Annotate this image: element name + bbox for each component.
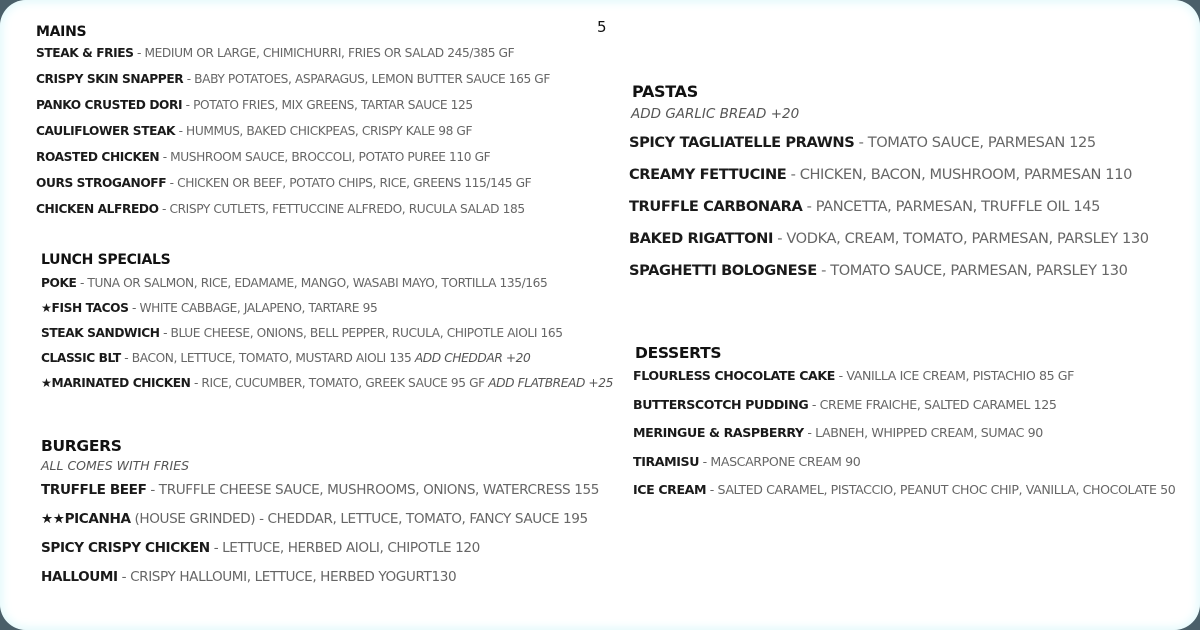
menu-item bbox=[41, 276, 613, 301]
item-desc: - MEDIUM OR LARGE, CHIMICHURRI, FRIES OR SALAD 245/385 GF bbox=[133, 46, 515, 60]
section-title: LUNCH SPECIALS bbox=[41, 252, 171, 268]
menu-item bbox=[36, 176, 550, 202]
section-title: BURGERS bbox=[41, 437, 122, 455]
item-desc: - BABY POTATOES, ASPARAGUS, LEMON BUTTER SAUCE 165 GF bbox=[183, 72, 550, 86]
section-mains bbox=[36, 24, 550, 228]
item-name: FLOURLESS CHOCOLATE CAKE bbox=[633, 368, 835, 383]
section-title: PASTAS bbox=[632, 82, 698, 101]
menu-item bbox=[633, 368, 1175, 397]
item-name: BAKED RIGATTONI bbox=[629, 230, 773, 247]
item-desc: - SALTED CARAMEL, PISTACCIO, PEANUT CHOC CHIP, VANILLA, CHOCOLATE 50 bbox=[706, 482, 1176, 497]
section-title: MAINS bbox=[36, 24, 87, 40]
menu-item bbox=[629, 230, 1149, 262]
item-name: SPICY CRISPY CHICKEN bbox=[41, 540, 210, 556]
menu-item bbox=[36, 98, 550, 124]
menu-item bbox=[41, 376, 613, 401]
menu-item bbox=[41, 326, 613, 351]
item-desc: (HOUSE GRINDED) - CHEDDAR, LETTUCE, TOMATO, FANCY SAUCE 195 bbox=[130, 511, 588, 527]
menu-item bbox=[633, 454, 1175, 483]
item-desc: - LETTUCE, HERBED AIOLI, CHIPOTLE 120 bbox=[209, 540, 480, 556]
menu-item bbox=[629, 262, 1149, 294]
section-note: ADD GARLIC BREAD +20 bbox=[631, 106, 800, 122]
item-name: ★FISH TACOS bbox=[41, 301, 129, 315]
item-name: SPICY TAGLIATELLE PRAWNS bbox=[629, 134, 855, 151]
item-desc: - CRISPY CUTLETS, FETTUCCINE ALFREDO, RUCULA SALAD 185 bbox=[158, 202, 525, 216]
item-desc: - POTATO FRIES, MIX GREENS, TARTAR SAUCE 125 bbox=[182, 98, 473, 112]
item-desc: - VANILLA ICE CREAM, PISTACHIO 85 GF bbox=[834, 368, 1075, 383]
item-name: OURS STROGANOFF bbox=[36, 176, 167, 190]
section-pastas bbox=[629, 82, 1149, 294]
item-desc: - TUNA OR SALMON, RICE, EDAMAME, MANGO, WASABI MAYO, TORTILLA 135/165 bbox=[76, 276, 548, 290]
item-name: HALLOUMI bbox=[41, 569, 118, 585]
item-desc: - MASCARPONE CREAM 90 bbox=[699, 453, 861, 469]
item-desc: - TOMATO SAUCE, PARMESAN, PARSLEY 130 bbox=[816, 262, 1128, 279]
menu-item bbox=[41, 569, 599, 598]
section-burgers bbox=[41, 437, 599, 598]
menu-item bbox=[36, 124, 550, 150]
menu-item bbox=[41, 540, 599, 569]
item-desc: - WHITE CABBAGE, JALAPENO, TARTARE 95 bbox=[128, 301, 378, 315]
menu-item bbox=[36, 46, 550, 72]
menu-item bbox=[629, 166, 1149, 198]
item-name: CLASSIC BLT bbox=[41, 351, 121, 365]
menu-item bbox=[41, 482, 599, 511]
item-desc: - CRISPY HALLOUMI, LETTUCE, HERBED YOGURT130 bbox=[117, 569, 457, 585]
item-name: PANKO CRUSTED DORI bbox=[36, 98, 183, 112]
item-desc: - MUSHROOM SAUCE, BROCCOLI, POTATO PUREE 110 GF bbox=[159, 150, 491, 164]
menu-item bbox=[41, 301, 613, 326]
item-name: POKE bbox=[41, 276, 77, 290]
menu-item bbox=[629, 134, 1149, 166]
item-name: STEAK SANDWICH bbox=[41, 326, 160, 340]
menu-item bbox=[633, 425, 1175, 454]
menu-item bbox=[36, 72, 550, 98]
item-name: CAULIFLOWER STEAK bbox=[36, 124, 176, 138]
item-name: ROASTED CHICKEN bbox=[36, 150, 160, 164]
item-name: MERINGUE & RASPBERRY bbox=[633, 425, 804, 440]
item-desc: - CHICKEN OR BEEF, POTATO CHIPS, RICE, GREENS 115/145 GF bbox=[166, 176, 532, 190]
section-title: DESSERTS bbox=[635, 344, 722, 362]
item-desc: - CHICKEN, BACON, MUSHROOM, PARMESAN 110 bbox=[786, 166, 1132, 183]
item-name: TRUFFLE BEEF bbox=[41, 482, 147, 498]
menu-item bbox=[41, 511, 599, 540]
item-desc: - LABNEH, WHIPPED CREAM, SUMAC 90 bbox=[803, 425, 1043, 440]
menu-item bbox=[41, 351, 613, 376]
menu-item bbox=[633, 397, 1175, 426]
section-note: ALL COMES WITH FRIES bbox=[41, 458, 190, 473]
item-addon: ADD FLATBREAD +25 bbox=[488, 376, 613, 390]
item-desc: - CREME FRAICHE, SALTED CARAMEL 125 bbox=[808, 396, 1057, 412]
item-name: STEAK & FRIES bbox=[36, 46, 134, 60]
item-name: CRISPY SKIN SNAPPER bbox=[36, 72, 184, 86]
item-desc: - TOMATO SAUCE, PARMESAN 125 bbox=[854, 134, 1096, 151]
page-number: 5 bbox=[597, 18, 607, 36]
section-lunch-specials bbox=[41, 252, 613, 401]
menu-item bbox=[633, 482, 1175, 511]
item-desc: - TRUFFLE CHEESE SAUCE, MUSHROOMS, ONIONS, WATERCRESS 155 bbox=[146, 482, 599, 498]
item-name: SPAGHETTI BOLOGNESE bbox=[629, 262, 817, 279]
item-name: CREAMY FETTUCINE bbox=[629, 166, 787, 183]
item-name: ICE CREAM bbox=[633, 482, 707, 497]
section-desserts bbox=[633, 344, 1175, 511]
item-desc: - BACON, LETTUCE, TOMATO, MUSTARD AIOLI 135 bbox=[120, 351, 415, 365]
item-name: TRUFFLE CARBONARA bbox=[629, 198, 803, 215]
item-desc: - HUMMUS, BAKED CHICKPEAS, CRISPY KALE 98 GF bbox=[175, 124, 473, 138]
item-name: BUTTERSCOTCH PUDDING bbox=[633, 396, 809, 412]
menu-item bbox=[629, 198, 1149, 230]
item-name: ★MARINATED CHICKEN bbox=[41, 376, 191, 390]
item-name: CHICKEN ALFREDO bbox=[36, 202, 159, 216]
item-name: ★★PICANHA bbox=[41, 511, 131, 527]
item-addon: ADD CHEDDAR +20 bbox=[414, 351, 531, 365]
item-desc: - PANCETTA, PARMESAN, TRUFFLE OIL 145 bbox=[802, 198, 1101, 215]
item-desc: - BLUE CHEESE, ONIONS, BELL PEPPER, RUCULA, CHIPOTLE AIOLI 165 bbox=[159, 326, 563, 340]
item-desc: - VODKA, CREAM, TOMATO, PARMESAN, PARSLEY 130 bbox=[773, 230, 1149, 247]
item-desc: - RICE, CUCUMBER, TOMATO, GREEK SAUCE 95 GF bbox=[190, 376, 489, 390]
menu-item bbox=[36, 150, 550, 176]
item-name: TIRAMISU bbox=[633, 453, 700, 469]
menu-item bbox=[36, 202, 550, 228]
